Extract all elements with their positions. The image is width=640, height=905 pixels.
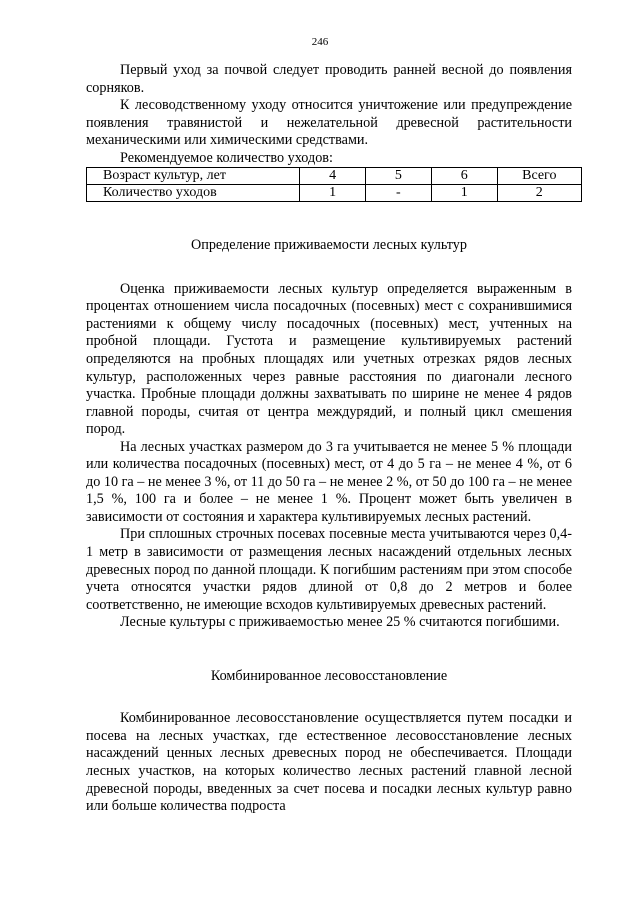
section-heading: Комбинированное лесовосстановление — [210, 667, 448, 684]
paragraph: К лесоводственному уходу относится уничтожение или предупреждение появления травянистой и нежелательной древесной растительности механическими или химическими средствами. — [86, 97, 572, 149]
section-heading: Определение приживаемости лесных культур — [191, 237, 467, 254]
table-cell: 2 — [497, 185, 581, 202]
table-cell: Всего — [497, 168, 581, 185]
table-cell: Количество уходов — [87, 185, 300, 202]
table-cell: Возраст культур, лет — [87, 168, 300, 185]
care-count-table — [86, 167, 582, 202]
paragraph: Оценка приживаемости лесных культур определяется выраженным в процентах отношением числа посадочных (посевных) мест с сохранившимися растениями к общему числу посадочных (посевных) мест, учтенных на пробной площади. Густота и размещение культивируемых растений определяются на пробных площадях или учетных отрезках рядов лесных культур, расположенных через равные расстояния по диагонали лесного участка. Пробные площади должны захватывать по ширине не менее 4 рядов главной породы, считая от центра междурядий, и полный цикл смешения пород. — [86, 280, 572, 438]
table-cell: 1 — [300, 185, 366, 202]
table-cell: 1 — [431, 185, 497, 202]
page-content — [86, 62, 572, 816]
table-cell: - — [365, 185, 431, 202]
paragraph: На лесных участках размером до 3 га учитывается не менее 5 % площади или количества посадочных (посевных) мест, от 4 до 5 га – не менее 4 %, от 6 до 10 га – не менее 3 %, от 11 до 50 га – не менее 2 %, от 50 до 100 га – не менее 1,5 %, 100 га и более – не менее 1 %. Процент может быть увеличен в зависимости от состояния и характера культивируемых лесных растений. — [86, 438, 572, 525]
table-cell: 5 — [365, 168, 431, 185]
page-number: 246 — [311, 36, 329, 48]
table-cell: 4 — [300, 168, 366, 185]
paragraph: Первый уход за почвой следует проводить ранней весной до появления сорняков. — [86, 62, 572, 96]
paragraph: Рекомендуемое количество уходов: — [120, 149, 333, 166]
paragraph: При сплошных строчных посевах посевные места учитываются через 0,4-1 метр в зависимости от размещения лесных насаждений отдельных лесных древесных пород по данной площади. К погибшим растениям при этом способе учета относятся участки рядов длиной от 0,8 до 2 метров и более соответственно, не имеющие всходов культивируемых древесных растений. — [86, 526, 572, 613]
table-row — [87, 168, 582, 185]
table-row — [87, 185, 582, 202]
table-cell: 6 — [431, 168, 497, 185]
paragraph: Комбинированное лесовосстановление осуществляется путем посадки и посева на лесных участках, где естественное лесовосстановление лесных насаждений ценных лесных древесных пород не обеспечивается. Площади лесных участков, на которых количество лесных растений главной лесной древесной породы, введенных за счет посева и посадки лесных культур равно или больше количества подроста — [86, 710, 572, 815]
paragraph: Лесные культуры с приживаемостью менее 25 % считаются погибшими. — [120, 614, 560, 631]
